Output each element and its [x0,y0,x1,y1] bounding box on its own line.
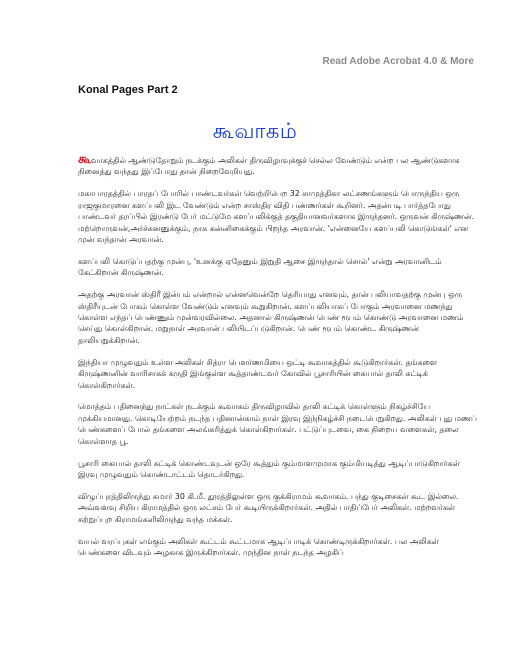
drop-cap: கூ [78,152,92,167]
adobe-acrobat-header-link[interactable]: Read Adobe Acrobat 4.0 & More [322,56,474,67]
paragraph-2: மகாபாரதத்தில் பாரதப் போரில் பாண்டவர்கள் வெற்றிபெற 32 சாமுத்திகா லட்சணங்களும் பொருந்திய ஒரு ராஜகுமாரனை களப்பலி இட வேண்டும் என்ற சாஸ்திர விதி பண்ணர்கள் கூறினர். அதன்படி பார்த்தபோது பாண்டவர் தரப்பில் இரண்டு பேர் மட்டுமே களப்பலிக்குத் தகுதியானவர்களாக இருந்தனர். ஒருவன் கிருஷ்ணன். மற்றொருவன்,அர்ச்சுனனுக்கும், நாக கன்னிகைக்கும் பிறந்த அரவான். 'என்னையே களப்பலி கொடுங்கள்' என முன் வந்தான் அரவான். [78,189,475,244]
paragraph-4: அதற்கு அரவான் ஸ்திரீ இன்பம் என்றால் என்னவென்றே தெரியாது எனவும், தான் பலியாவதற்கு முன்பு ஒரு ஸ்திரீயுடன் போகம் கொள்ள வேண்டும் எனவும் கூறுகிறான். களப்பலியாகப் போகும் அரவானை மணந்து கொள்ள எந்தப் பெண்ணும் முன்வரவில்லை. அதனால் கிருஷ்ணன் பெண் ரூபம் கொண்டு அரவானை மணம் செய்து கொள்கிறான். மறுநாள் அரவான் பலியிடப்படுகிறான். பெண் ரூபம் கொண்ட கிருஷ்ணன் தாலியறுக்கிறான். [78,290,464,345]
document-title: கூவாகம் [212,119,298,143]
paragraph-6: மொத்தம் பதினைந்து நாட்கள் நடக்கும் கூவாகம் திருவிழாவில் தாலி கட்டிக் கொள்ளும் நிகழ்ச்சியே முக்கியமானது. கொடியேற்றம் நடந்த பதினான்காம் நாள் இரவு இந்நிகழ்ச்சி நடைபெறுகிறது. அலிகள் புது மணப் பெண்களைப் போல் தங்களை அலங்கரித்துக் கொள்கிறார்கள். பட்டுப்புடவை, கை நிறைய வளைகள், தலை கொள்ளாத பூ. [78,402,477,446]
paragraph-7: பூசாரி கையால் தாலி கட்டிக் கொண்டவுடன் ஒரே கூத்தும் கும்மாளமுமாக கும்மியடித்து ஆடிப்பாடுகிறார்கள் இரவு முழுவதும் கொண்டாட்டம் தொடர்கிறது. [78,458,460,479]
paragraph-9: வயல் வரப்புகள் எங்கும் அலிகள் கூட்டம் கூட்டமாக ஆடிப்பாடிக் கொண்டிருக்கிறார்கள். பல அலிகள் பெண்களை விடவும் அழகாக இருக்கிறார்கள். முந்தின நாள் நடந்த அழகிப் [78,536,439,557]
paragraph-5: இந்தியா முழுவதும் உள்ள அலிகள் சித்ரா பௌர்ணமியை ஒட்டி கூவாகத்தில் கூடுகிறார்கள். தங்களை கிருஷ்ணனின் வாரிசாகக் கருதி இங்குள்ள கூத்தாண்டவர் கோவில் பூசாரியின் கையால் தாலி கட்டிக் கொள்கிறார்கள். [78,357,438,390]
section-title: Konal Pages Part 2 [78,84,178,96]
paragraph-3: களப்பலி கொடுப்பதற்கு முன்பு, 'உனக்கு ஏதேனும் இறுதி ஆசை இருந்தால் சொல்' என்று அரவானிடம் கேட்கிறான் கிருஷ்ணன். [78,256,442,278]
paragraph-1 [78,154,478,178]
document-body [78,154,478,569]
paragraph-8: விழுப்புரத்திலிருந்து சுமார் 30 கி.மீ. தூரத்திலுள்ள ஒரு குக்கிராமம் கூவாகம். பந்து குடிசைகள் கூட இல்லை. அவ்வளவு சிறிய கிராமத்தில் ஒரு லட்சம் பேர் கூடியிருக்கிறார்கள். அதில் பாதிப்பேர் அலிகள். மற்றவர்கள் சுற்றுப்புற கிராமங்களிலிருந்து வந்த மக்கள். [78,491,459,524]
paragraph-text: வாகத்தில் ஆண்டுதோறும் நடக்கும் அலிகள் திருவிழாவுக்குச் செல்ல வேண்டும் என்ற பல ஆண்டுகளாக நினைத்து வந்தது இப்போது தான் நிறைவேறியது. [78,156,460,177]
